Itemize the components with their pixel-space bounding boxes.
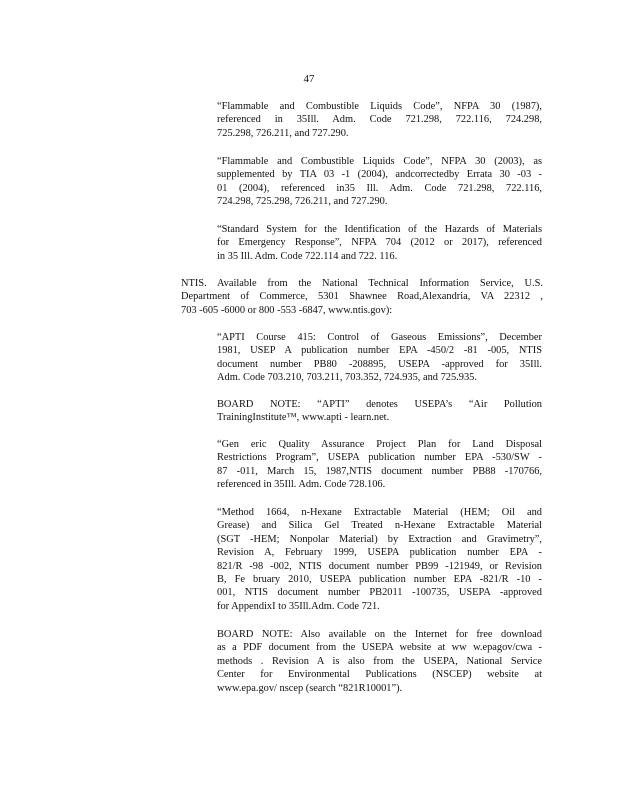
- text-line: B, Fe bruary 2010, USEPA publication number EPA -821/R -10 -: [217, 574, 542, 586]
- page-number: 47: [303, 73, 315, 85]
- text-line: “Flammable and Combustible Liquids Code”, NFPA 30 (2003), as: [217, 156, 542, 167]
- text-line: referenced in 35Ill. Adm. Code 721.298, 722.116, 724.298,: [217, 114, 542, 126]
- ntis-heading-paragraph: [181, 277, 543, 317]
- board-note-internet: [217, 628, 542, 695]
- text-line: Department of Commerce, 5301 Shawnee Road,Alexandria, VA 22312 ,: [181, 291, 543, 303]
- text-line: 1981, USEP A publication number EPA -450/2 -81 -005, NTIS: [217, 345, 542, 357]
- text-line: supplemented by TIA 03 -1 (2004), andcorrectedby Errata 30 -03 -: [217, 169, 542, 181]
- text-line: document number PB80 -208895, USEPA -approved for 35Ill.: [217, 358, 542, 370]
- reference-nfpa30-2003: [217, 155, 542, 209]
- text-line: in 35 Ill. Adm. Code 722.114 and 722. 116.: [217, 250, 398, 262]
- text-line: “Method 1664, n-Hexane Extractable Material (HEM; Oil and: [217, 507, 542, 518]
- reference-nfpa704: [217, 223, 542, 263]
- text-line: 001, NTIS document number PB2011 -100735, USEPA -approved: [217, 587, 542, 599]
- text-line: www.epa.gov/ nscep (search “821R10001”).: [217, 682, 403, 694]
- text-line: “Standard System for the Identification of the Hazards of Materials: [217, 224, 542, 235]
- reference-nfpa30-1987: [217, 100, 542, 140]
- text-line: NTIS. Available from the National Technical Information Service, U.S.: [181, 278, 543, 289]
- text-line: referenced in 35Ill. Adm. Code 728.106.: [217, 479, 386, 491]
- text-line: 01 (2004), referenced in35 Ill. Adm. Code 721.298, 722.116,: [217, 182, 542, 194]
- text-line: 703 -605 -6000 or 800 -553 -6847, www.ntis.gov):: [181, 304, 393, 316]
- reference-method-1664: [217, 506, 542, 613]
- board-note-apti: [217, 398, 542, 425]
- text-line: for Emergency Response”, NFPA 704 (2012 or 2017), referenced: [217, 237, 542, 249]
- text-line: BOARD NOTE: Also available on the Internet for free download: [217, 629, 542, 640]
- text-line: Grease) and Silica Gel Treated n-Hexane Extractable Material: [217, 520, 542, 532]
- text-line: as a PDF document from the USEPA website at ww w.epagov/cwa -: [217, 642, 542, 654]
- text-line: “Flammable and Combustible Liquids Code”, NFPA 30 (1987),: [217, 101, 542, 112]
- text-line: 725.298, 726.211, and 727.290.: [217, 127, 349, 139]
- text-line: BOARD NOTE: “APTI” denotes USEPA’s “Air Pollution: [217, 399, 542, 410]
- text-line: “Gen eric Quality Assurance Project Plan for Land Disposal: [217, 439, 542, 450]
- text-line: Revision A, February 1999, USEPA publication number EPA -: [217, 547, 542, 559]
- text-line: 87 -011, March 15, 1987,NTIS document number PB88 -170766,: [217, 465, 542, 477]
- text-line: methods . Revision A is also from the USEPA, National Service: [217, 655, 542, 667]
- text-line: (SGT -HEM; Nonpolar Material) by Extraction and Gravimetry”,: [217, 533, 542, 545]
- text-line: for AppendixI to 35Ill.Adm. Code 721.: [217, 600, 380, 612]
- text-line: Restrictions Program”, USEPA publication number EPA -530/SW -: [217, 452, 542, 464]
- text-line: “APTI Course 415: Control of Gaseous Emissions”, December: [217, 332, 542, 343]
- text-line: TrainingInstitute™, www.apti - learn.net.: [217, 412, 390, 424]
- reference-qa-project-plan: [217, 438, 542, 492]
- text-line: 724.298, 725.298, 726.211, and 727.290.: [217, 196, 388, 208]
- reference-apti-course: [217, 331, 542, 385]
- text-line: Adm. Code 703.210, 703.211, 703.352, 724.935, and 725.935.: [217, 372, 477, 384]
- text-line: 821/R -98 -002, NTIS document number PB99 -121949, or Revision: [217, 560, 542, 572]
- text-line: Center for Environmental Publications (NSCEP) website at: [217, 669, 542, 681]
